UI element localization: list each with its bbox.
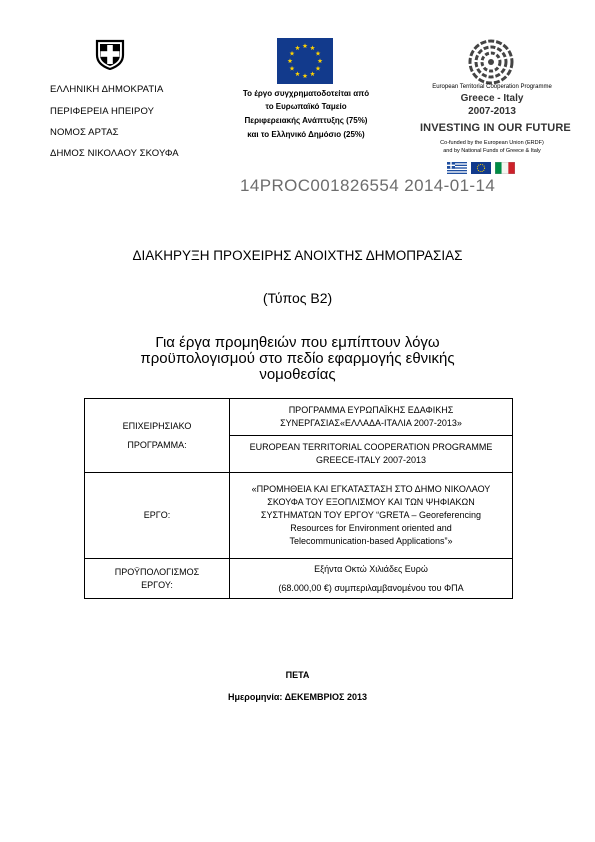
italian-flag-icon [495,162,515,174]
budget-cell [230,559,513,599]
project-line-5: Telecommunication-based Applications”» [289,536,453,546]
subtitle-line-2: προϋπολογισμού στο πεδίο εφαρμογής εθνικής [140,350,455,367]
subtitle-line-1: Για έργα προμηθειών που εμπίπτουν λόγω [155,334,440,351]
budget-line-2: (68.000,00 €) συμπεριλαμβανομένου του ΦΠΑ [278,582,464,593]
footer-date: Ημερομηνία: ΔΕΚΕΜΒΡΙΟΣ 2013 [228,692,367,702]
programme-label-cell [85,399,230,473]
budget-label-line-2: ΕΡΓΟΥ: [141,579,173,590]
cofund-line-2: το Ευρωπαϊκό Ταμείο [265,102,347,111]
cofund-line-4: και το Ελληνικό Δημόσιο (25%) [247,130,365,139]
budget-label-cell [85,559,230,599]
project-line-1: «ΠΡΟΜΗΘΕΙΑ ΚΑΙ ΕΓΚΑΤΑΣΤΑΣΗ ΣΤΟ ΔΗΜΟ ΝΙΚΟΛΑΟΥ [251,484,491,494]
eu-star-icon [316,51,321,56]
project-info-table [84,398,513,599]
budget-line-1: Εξήντα Οκτώ Χιλιάδες Ευρώ [314,563,428,574]
eu-star-icon [295,45,300,50]
programme-slogan: INVESTING IN OUR FUTURE [420,122,571,134]
authority-line-municipality: ΔΗΜΟΣ ΝΙΚΟΛΑΟΥ ΣΚΟΥΦΑ [50,148,179,159]
eu-star-icon [288,58,293,63]
eu-star-icon [303,73,308,78]
authority-line-region: ΠΕΡΙΦΕΡΕΙΑ ΗΠΕΙΡΟΥ [50,106,155,117]
footer-city: ΠΕΤΑ [285,670,310,680]
project-line-4: Resources for Environment oriented and [290,523,452,533]
authority-line-country: ΕΛΛΗΝΙΚΗ ΔΗΜΟΚΡΑΤΙΑ [50,84,164,95]
project-line-3: ΣΥΣΤΗΜΑΤΩΝ ΤΟΥ ΕΡΓΟΥ “GRETA – Georeferencing [260,510,482,520]
authority-line-prefecture: ΝΟΜΟΣ ΑΡΤΑΣ [50,127,119,138]
eu-star-icon [318,58,323,63]
project-label-cell [85,473,230,559]
project-line-2: ΣΚΟΥΦΑ ΤΟΥ ΕΞΟΠΛΙΣΜΟΥ ΚΑΙ ΤΩΝ ΨΗΦΙΑΚΩΝ [267,497,475,507]
greek-flag-icon [447,162,467,174]
programme-en-line-1: EUROPEAN TERRITORIAL COOPERATION PROGRAMME [249,442,493,452]
flag-row [447,162,537,174]
cofund-line-3: Περιφερειακής Ανάπτυξης (75%) [244,116,368,125]
budget-label-line-1: ΠΡΟΫΠΟΛΟΓΙΣΜΟΣ [114,566,200,577]
programme-name: Greece - Italy [460,93,524,104]
subtitle-line-3: νομοθεσίας [259,366,336,383]
programme-gr-cell [230,399,513,436]
eu-flag-icon [277,38,333,84]
eu-flag-small-icon [471,162,491,174]
greek-coat-of-arms-icon [94,38,126,70]
document-type: (Τύπος Β2) [262,290,333,306]
cofund-line-1: Το έργο συγχρηματοδοτείται από [242,89,370,98]
programme-label-line-1: ΕΠΙΧΕΙΡΗΣΙΑΚΟ [122,420,192,431]
project-description-cell [230,473,513,559]
greece-italy-programme-logo-icon [448,38,534,86]
programme-small-caption: European Territorial Cooperation Programme [432,84,552,90]
eu-star-icon [316,66,321,71]
eu-star-icon [303,43,308,48]
eu-star-icon [295,71,300,76]
page-title: ΔΙΑΚΗΡΥΞΗ ΠΡΟΧΕΙΡΗΣ ΑΝΟΙΧΤΗΣ ΔΗΜΟΠΡΑΣΙΑΣ [132,248,463,263]
programme-cofunded-line-2: and by National Funds of Greece & Italy [443,148,541,154]
project-label: ΕΡΓΟ: [143,510,171,520]
eu-star-icon [310,45,315,50]
eu-star-icon [310,71,315,76]
programme-label-line-2: ΠΡΟΓΡΑΜΜΑ: [127,439,187,450]
programme-en-cell [230,436,513,473]
programme-gr-line-2: ΣΥΝΕΡΓΑΣΙΑΣ«ΕΛΛΑΔΑ-ΙΤΑΛΙΑ 2007-2013» [280,418,462,428]
eu-star-icon [290,51,295,56]
programme-cofunded-line-1: Co-funded by the European Union (ERDF) [440,140,544,146]
programme-en-line-2: GREECE-ITALY 2007-2013 [315,455,427,465]
programme-years: 2007-2013 [468,106,516,117]
programme-gr-line-1: ΠΡΟΓΡΑΜΜΑ ΕΥΡΩΠΑΪΚΗΣ ΕΔΑΦΙΚΗΣ [288,405,454,415]
eu-star-icon [290,66,295,71]
protocol-stamp: 14PROC001826554 2014-01-14 [240,176,496,195]
